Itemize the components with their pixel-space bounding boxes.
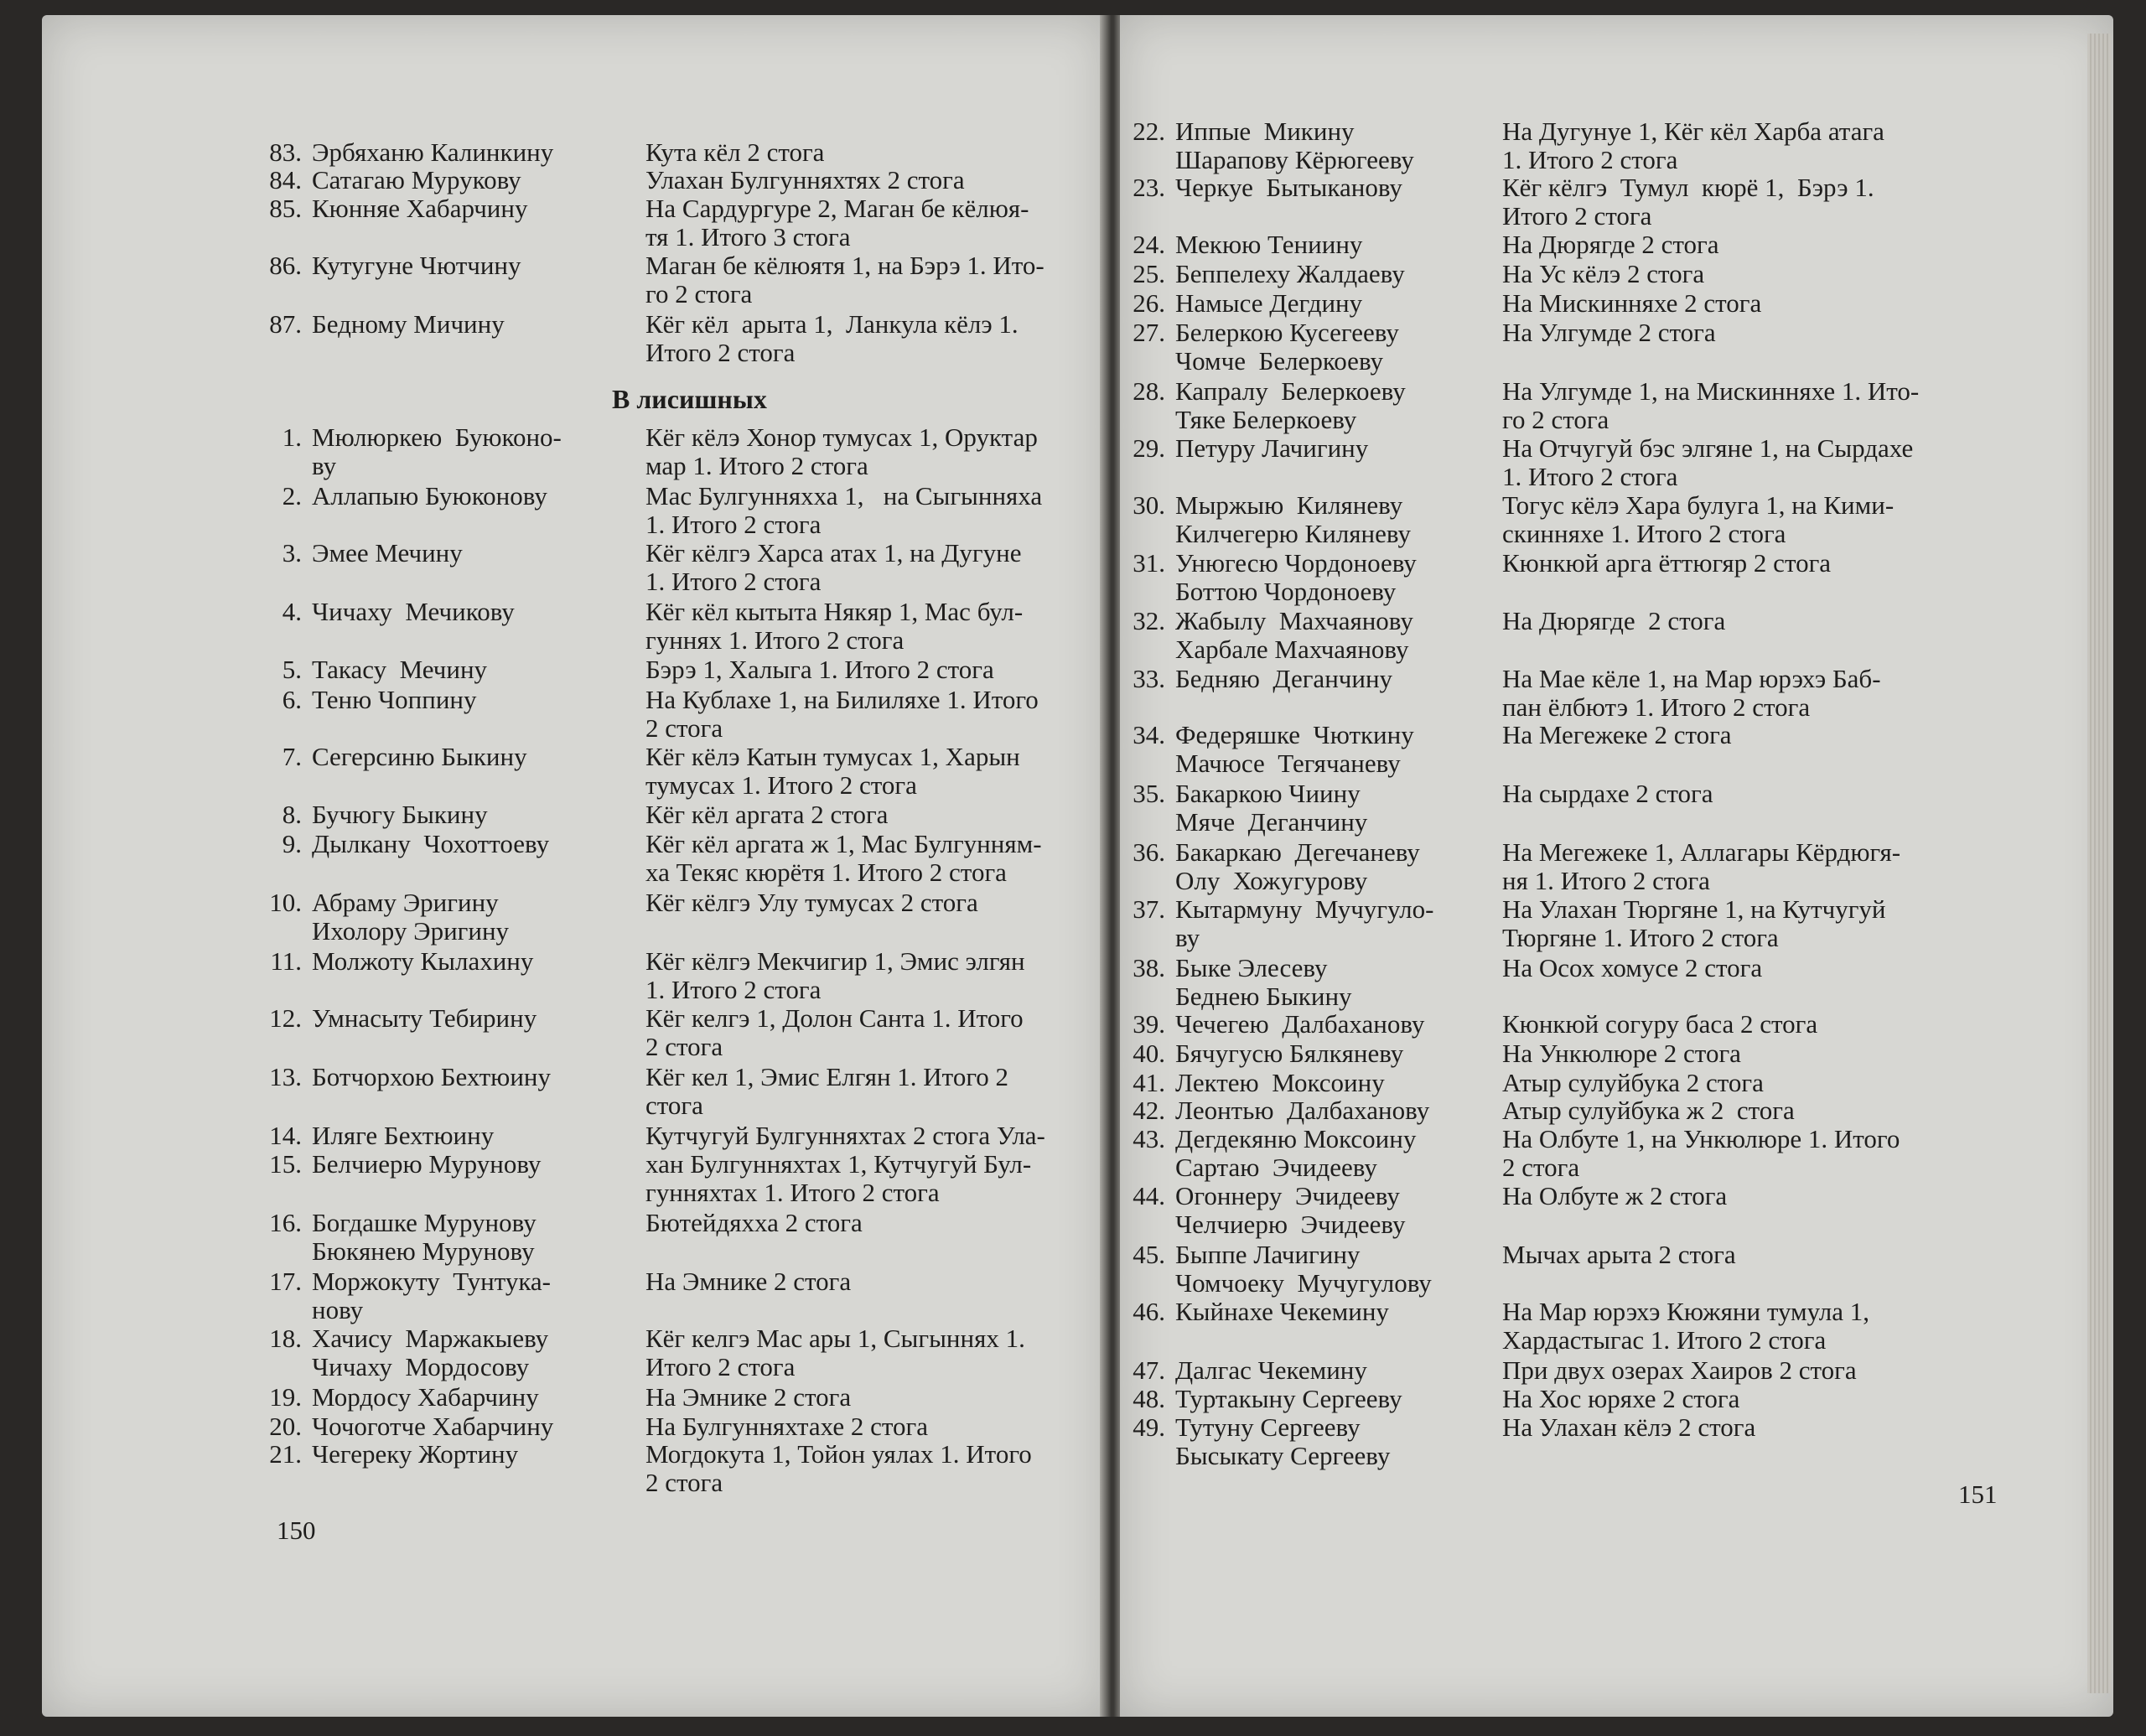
entry-number: 38. [1133, 953, 1165, 982]
entry-description: При двух озерах Хаиров 2 стога [1502, 1356, 1857, 1385]
entry-description: На Улахан кёлэ 2 стога [1502, 1413, 1756, 1442]
entry-25 [1115, 260, 1467, 288]
entry-description: Кёг кёлэ Катын тумусах 1, Харын тумусах 1. Итого 2 стога [645, 743, 1020, 800]
entry-44 [1115, 1182, 1467, 1239]
entry-name: Беппелеху Жалдаеву [1175, 259, 1405, 288]
entry-48 [1115, 1385, 1467, 1413]
entry-description: На Ункюлюре 2 стога [1502, 1039, 1741, 1068]
entry-30 [1115, 491, 1467, 548]
entry-40 [1115, 1039, 1467, 1068]
entry-description: Кутчугуй Булгунняхтах 2 стога Ула- [645, 1122, 1045, 1150]
entry-7 [251, 743, 604, 771]
entry-number: 9. [282, 829, 302, 858]
entry-34 [1115, 721, 1467, 778]
entry-name: Абраму Эригину Ихолору Эригину [312, 888, 510, 946]
entry-description: На Дюрягде 2 стога [1502, 231, 1719, 259]
entry-number: 86. [269, 251, 302, 280]
entry-28 [1115, 377, 1467, 434]
entry-number: 31. [1133, 548, 1165, 578]
entry-description: Могдокута 1, Тойон уялах 1. Итого 2 стога [645, 1440, 1032, 1497]
entry-name: Быппе Лачигину Чомчоеку Мучугулову [1175, 1240, 1432, 1298]
entry-description: На сырдахе 2 стога [1502, 780, 1713, 808]
entry-name: Жабылу Махчаянову Харбале Махчаянову [1175, 606, 1413, 664]
entry-name: Унюгесю Чордоноеву Боттою Чордоноеву [1175, 548, 1417, 606]
entry-number: 46. [1133, 1297, 1165, 1326]
entry-name: Бячугусю Бялкяневу [1175, 1039, 1404, 1068]
entry-14 [251, 1122, 604, 1150]
entry-6 [251, 686, 604, 714]
entry-3 [251, 539, 604, 567]
entry-13 [251, 1063, 604, 1091]
entry-84 [251, 166, 604, 194]
entry-name: Чичаху Мечикову [312, 597, 515, 626]
entry-31 [1115, 549, 1467, 606]
entry-49 [1115, 1413, 1467, 1470]
entry-35 [1115, 780, 1467, 837]
entry-name: Моржокуту Тунтука- нову [312, 1267, 551, 1324]
entry-name: Такасу Мечину [312, 655, 488, 684]
entry-number: 10. [269, 888, 302, 917]
entry-description: Кёг кёлгэ Харса атах 1, на Дугуне 1. Итого 2 стога [645, 539, 1022, 596]
entry-description: Кёг кёлгэ Мекчигир 1, Эмис элгян 1. Итого 2 стога [645, 947, 1025, 1004]
entry-number: 12. [269, 1003, 302, 1033]
entry-name: Намысе Дегдину [1175, 288, 1363, 318]
entry-number: 23. [1133, 173, 1165, 202]
entry-description: На Мегежеке 1, Аллагары Кёрдюгя- ня 1. Итого 2 стога [1502, 838, 1901, 895]
entry-number: 20. [269, 1412, 302, 1441]
entry-85 [251, 194, 604, 223]
page-number-left: 150 [277, 1516, 316, 1545]
page-number-right: 151 [1958, 1479, 1998, 1509]
entry-description: Атыр сулуйбука ж 2 стога [1502, 1096, 1795, 1125]
entry-42 [1115, 1096, 1467, 1125]
entry-name: Хачису Маржакыеву Чичаху Мордосову [312, 1324, 549, 1381]
entry-name: Бедняю Деганчину [1175, 664, 1393, 693]
entry-number: 87. [269, 309, 302, 339]
entry-number: 32. [1133, 606, 1165, 635]
entry-number: 27. [1133, 318, 1165, 347]
entry-1 [251, 423, 604, 480]
entry-12 [251, 1004, 604, 1033]
entry-number: 25. [1133, 259, 1165, 288]
entry-number: 43. [1133, 1124, 1165, 1153]
entry-number: 45. [1133, 1240, 1165, 1269]
entry-name: Черкуе Бытыканову [1175, 173, 1402, 202]
entry-number: 42. [1133, 1096, 1165, 1125]
entry-number: 14. [269, 1121, 302, 1150]
entry-17 [251, 1267, 604, 1324]
entry-description: Кута кёл 2 стога [645, 138, 825, 167]
entry-name: Чочоготче Хабарчину [312, 1412, 554, 1441]
entry-name: Сатагаю Мурукову [312, 165, 521, 194]
entry-number: 16. [269, 1208, 302, 1237]
entry-description: На Улгумде 1, на Мискинняхе 1. Ито- го 2 стога [1502, 377, 1920, 434]
entry-number: 35. [1133, 779, 1165, 808]
entry-name: Мыржыю Киляневу Килчегерю Киляневу [1175, 490, 1411, 548]
entry-description: Кёг кёлгэ Тумул кюрё 1, Бэрэ 1. Итого 2 стога [1502, 174, 1874, 231]
entry-36 [1115, 838, 1467, 895]
entry-number: 13. [269, 1062, 302, 1091]
entry-name: Леонтью Далбаханову [1175, 1096, 1430, 1125]
entry-description: хан Булгунняхтах 1, Кутчугуй Бул- гунняхтах 1. Итого 2 стога [645, 1150, 1032, 1207]
entry-name: Дегдекяню Моксоину Сартаю Эчидееву [1175, 1124, 1417, 1182]
entry-description: Кёг кёл аргата ж 1, Мас Булгунням- ха Текяс кюрётя 1. Итого 2 стога [645, 830, 1042, 887]
entry-name: Петуру Лачигину [1175, 433, 1369, 463]
entry-name: Бедному Мичину [312, 309, 505, 339]
entry-number: 48. [1133, 1384, 1165, 1413]
entry-name: Далгас Чекемину [1175, 1355, 1367, 1385]
entry-21 [251, 1440, 604, 1469]
entry-description: На Эмнике 2 стога [645, 1383, 852, 1412]
entry-19 [251, 1383, 604, 1412]
entry-name: Ботчорхою Бехтюину [312, 1062, 552, 1091]
entry-32 [1115, 607, 1467, 664]
entry-name: Огоннеру Эчидееву Челчиерю Эчидееву [1175, 1181, 1406, 1239]
entry-name: Кыйнахе Чекемину [1175, 1297, 1389, 1326]
entry-20 [251, 1412, 604, 1441]
entry-name: Мекюю Тениину [1175, 230, 1363, 259]
entry-23 [1115, 174, 1467, 202]
entry-11 [251, 947, 604, 976]
entry-16 [251, 1209, 604, 1266]
entry-name: Аллапыю Буюконову [312, 481, 547, 510]
entry-description: Бютейдяхха 2 стога [645, 1209, 863, 1237]
entry-number: 22. [1133, 117, 1165, 146]
entry-description: Атыр сулуйбука 2 стога [1502, 1069, 1764, 1097]
entry-name: Бучюгу Быкину [312, 800, 488, 829]
entry-43 [1115, 1125, 1467, 1182]
entry-15 [251, 1150, 604, 1179]
entry-26 [1115, 289, 1467, 318]
entry-name: Теню Чоппину [312, 685, 477, 714]
entry-33 [1115, 665, 1467, 693]
entry-description: На Улгумде 2 стога [1502, 319, 1716, 347]
entry-number: 26. [1133, 288, 1165, 318]
entry-number: 19. [269, 1382, 302, 1412]
entry-46 [1115, 1298, 1467, 1326]
entry-name: Быке Элесеву Беднею Быкину [1175, 953, 1352, 1011]
entry-name: Мюлюркею Буюконо- ву [312, 422, 562, 480]
entry-number: 11. [270, 946, 302, 976]
entry-description: На Дюрягде 2 стога [1502, 607, 1726, 635]
entry-number: 29. [1133, 433, 1165, 463]
entry-description: Тогус кёлэ Хара булуга 1, на Кими- скинняхе 1. Итого 2 стога [1502, 491, 1895, 548]
entry-description: На Ус кёлэ 2 стога [1502, 260, 1705, 288]
entry-description: Кёг кёлэ Хонор тумусах 1, Оруктар мар 1. Итого 2 стога [645, 423, 1038, 480]
entry-name: Бакаркаю Дегечаневу Олу Хожугурову [1175, 837, 1420, 895]
entry-name: Иляге Бехтюину [312, 1121, 495, 1150]
entry-number: 2. [282, 481, 302, 510]
entry-number: 21. [269, 1439, 302, 1469]
entry-name: Лектею Моксоину [1175, 1068, 1385, 1097]
entry-29 [1115, 434, 1467, 463]
entry-name: Умнасыту Тебирину [312, 1003, 537, 1033]
entry-47 [1115, 1356, 1467, 1385]
entry-description: Кёг кёлгэ Улу тумусах 2 стога [645, 889, 978, 917]
entry-description: Кёг кел 1, Эмис Елгян 1. Итого 2 стога [645, 1063, 1009, 1120]
entry-number: 1. [282, 422, 302, 452]
entry-name: Богдашке Мурунову Бюкянею Мурунову [312, 1208, 536, 1266]
entry-description: Бэрэ 1, Халыга 1. Итого 2 стога [645, 656, 994, 684]
entry-number: 3. [282, 538, 302, 567]
entry-name: Чегереку Жортину [312, 1439, 519, 1469]
entry-number: 37. [1133, 894, 1165, 924]
entry-description: На Булгунняхтахе 2 стога [645, 1412, 928, 1441]
right-page-edges [2087, 34, 2111, 1693]
entry-description: Кёг келгэ Мас ары 1, Сыгыннях 1. Итого 2 стога [645, 1324, 1025, 1381]
entry-name: Иппые Микину Шарапову Кёрюгееву [1175, 117, 1414, 174]
entry-87 [251, 310, 604, 339]
entry-description: На Мегежеке 2 стога [1502, 721, 1732, 749]
entry-name: Кытармуну Мучугуло- ву [1175, 894, 1434, 952]
entry-38 [1115, 954, 1467, 1011]
section-heading: В лисишных [612, 384, 767, 414]
entry-2 [251, 482, 604, 510]
entry-description: На Улахан Тюргяне 1, на Кутчугуй Тюргяне 1. Итого 2 стога [1502, 895, 1886, 952]
entry-number: 6. [282, 685, 302, 714]
entry-description: Мас Булгунняхха 1, на Сыгынняха 1. Итого 2 стога [645, 482, 1043, 539]
entry-8 [251, 801, 604, 829]
entry-name: Сегерсиню Быкину [312, 742, 527, 771]
entry-number: 30. [1133, 490, 1165, 520]
entry-number: 47. [1133, 1355, 1165, 1385]
entry-number: 5. [282, 655, 302, 684]
entry-description: На Сардургуре 2, Маган бе кёлюя- тя 1. Итого 3 стога [645, 194, 1029, 251]
entry-number: 44. [1133, 1181, 1165, 1210]
entry-description: На Хос юряхе 2 стога [1502, 1385, 1740, 1413]
entry-description: На Дугунуе 1, Кёг кёл Харба атага 1. Итого 2 стога [1502, 117, 1884, 174]
entry-description: На Мае кёле 1, на Мар юрэхэ Баб- пан ёлбютэ 1. Итого 2 стога [1502, 665, 1881, 722]
entry-number: 36. [1133, 837, 1165, 867]
entry-number: 18. [269, 1324, 302, 1353]
entry-name: Эмее Мечину [312, 538, 463, 567]
entry-description: Кёг кёл арыта 1, Ланкула кёлэ 1. Итого 2 стога [645, 310, 1019, 367]
entry-10 [251, 889, 604, 946]
entry-description: На Мискинняхе 2 стога [1502, 289, 1762, 318]
entry-number: 34. [1133, 720, 1165, 749]
entry-description: Мычах арыта 2 стога [1502, 1241, 1736, 1269]
entry-number: 15. [269, 1149, 302, 1179]
entry-description: На Олбуте ж 2 стога [1502, 1182, 1728, 1210]
entry-24 [1115, 231, 1467, 259]
entry-description: Кёг кёл кытыта Някяр 1, Мас бул- гуннях 1. Итого 2 стога [645, 598, 1024, 655]
entry-name: Капралу Белеркоеву Тяке Белеркоеву [1175, 376, 1406, 434]
entry-number: 17. [269, 1267, 302, 1296]
entry-83 [251, 138, 604, 167]
entry-name: Молжоту Кылахину [312, 946, 534, 976]
entry-number: 7. [282, 742, 302, 771]
entry-name: Чечегею Далбаханову [1175, 1009, 1425, 1039]
entry-name: Туртакыну Сергееву [1175, 1384, 1402, 1413]
entry-description: На Кублахе 1, на Билиляхе 1. Итого 2 стога [645, 686, 1039, 743]
entry-22 [1115, 117, 1467, 174]
entry-39 [1115, 1010, 1467, 1039]
entry-description: На Олбуте 1, на Ункюлюре 1. Итого 2 стога [1502, 1125, 1900, 1182]
entry-name: Федеряшке Чюткину Мачюсе Тегячаневу [1175, 720, 1414, 778]
entry-name: Белчиерю Мурунову [312, 1149, 542, 1179]
entry-name: Дылкану Чохоттоеву [312, 829, 550, 858]
entry-number: 33. [1133, 664, 1165, 693]
entry-number: 40. [1133, 1039, 1165, 1068]
entry-name: Кюнняе Хабарчину [312, 194, 528, 223]
entry-5 [251, 656, 604, 684]
entry-37 [1115, 895, 1467, 952]
entry-description: Кюнкюй арга ёттюгяр 2 стога [1502, 549, 1832, 578]
entry-description: На Эмнике 2 стога [645, 1267, 852, 1296]
entry-number: 24. [1133, 230, 1165, 259]
entry-41 [1115, 1069, 1467, 1097]
entry-description: Маган бе кёлюятя 1, на Бэрэ 1. Ито- го 2 стога [645, 251, 1044, 308]
entry-number: 85. [269, 194, 302, 223]
entry-18 [251, 1324, 604, 1381]
entry-name: Белеркою Кусегееву Чомче Белеркоеву [1175, 318, 1399, 376]
entry-number: 83. [269, 137, 302, 167]
entry-86 [251, 251, 604, 280]
entry-number: 4. [282, 597, 302, 626]
entry-number: 41. [1133, 1068, 1165, 1097]
entry-27 [1115, 319, 1467, 376]
entry-description: Улахан Булгунняхтях 2 стога [645, 166, 965, 194]
entry-name: Бакаркою Чиину Мяче Деганчину [1175, 779, 1368, 837]
entry-number: 84. [269, 165, 302, 194]
entry-description: На Осох хомусе 2 стога [1502, 954, 1763, 982]
entry-45 [1115, 1241, 1467, 1298]
entry-9 [251, 830, 604, 858]
entry-description: Кюнкюй согуру баса 2 стога [1502, 1010, 1818, 1039]
entry-name: Кутугуне Чютчину [312, 251, 521, 280]
entry-number: 39. [1133, 1009, 1165, 1039]
entry-description: На Отчугуй бэс элгяне 1, на Сырдахе 1. Итого 2 стога [1502, 434, 1914, 491]
entry-description: Кёг келгэ 1, Долон Санта 1. Итого 2 стога [645, 1004, 1024, 1061]
entry-number: 8. [282, 800, 302, 829]
entry-name: Эрбяханю Калинкину [312, 137, 554, 167]
entry-name: Мордосу Хабарчину [312, 1382, 539, 1412]
entry-description: На Мар юрэхэ Кюжяни тумула 1, Хардастыгас 1. Итого 2 стога [1502, 1298, 1870, 1355]
entry-number: 49. [1133, 1412, 1165, 1442]
entry-number: 28. [1133, 376, 1165, 406]
entry-description: Кёг кёл аргата 2 стога [645, 801, 889, 829]
entry-4 [251, 598, 604, 626]
entry-name: Тутуну Сергееву Бысыкату Сергееву [1175, 1412, 1391, 1470]
